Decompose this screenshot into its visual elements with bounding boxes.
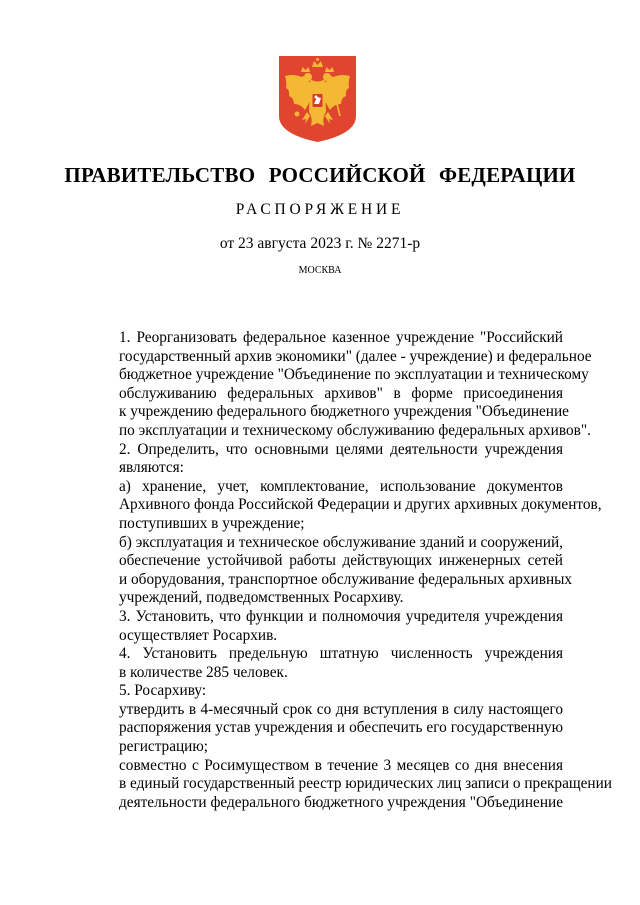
text-line: государственный архив экономики" (далее - учреждение) и федеральное <box>119 347 592 365</box>
text-line: 2. Определить, что основными целями деятельности учреждения <box>119 440 563 458</box>
text-line: а) хранение, учет, комплектование, использование документов <box>119 477 563 495</box>
text-line: учреждений, подведомственных Росархиву. <box>119 589 404 607</box>
document-type: РАСПОРЯЖЕНИЕ <box>235 201 405 218</box>
paragraph-2 <box>77 441 563 478</box>
text-line: регистрацию; <box>119 738 209 756</box>
text-line: 3. Установить, что функции и полномочия учредителя учреждения <box>119 607 563 625</box>
text-line: к учреждению федерального бюджетного учреждения "Объединение <box>119 403 569 421</box>
paragraph-5 <box>77 682 563 701</box>
text-line: по эксплуатации и техническому обслуживанию федеральных архивов". <box>119 421 591 439</box>
text-line: осуществляет Росархив. <box>119 626 278 644</box>
text-line: бюджетное учреждение "Объединение по эксплуатации и техническому <box>119 366 589 384</box>
russian-coat-of-arms-icon <box>277 54 358 144</box>
paragraph-5-item-1 <box>77 701 563 757</box>
text-line: б) эксплуатация и техническое обслуживание зданий и сооружений, <box>119 533 563 551</box>
text-line: и оборудования, транспортное обслуживание федеральных архивных <box>119 570 573 588</box>
paragraph-5-item-2 <box>77 756 612 813</box>
text-line: совместно с Росимуществом в течение 3 месяцев со дня внесения <box>119 756 563 774</box>
paragraph-2b <box>77 533 573 608</box>
text-line: 5. Росархиву: <box>119 682 207 700</box>
text-line: утвердить в 4-месячный срок со дня вступления в силу настоящего <box>119 700 563 718</box>
text-line: в количестве 285 человек. <box>119 663 288 681</box>
text-line: обслуживанию федеральных архивов" в форме присоединения <box>119 384 563 402</box>
text-line: 4. Установить предельную штатную численность учреждения <box>119 645 563 663</box>
text-line: распоряжения устав учреждения и обеспечить его государственную <box>119 719 563 737</box>
text-line: поступивших в учреждение; <box>119 514 305 532</box>
document-city: МОСКВА <box>298 265 342 276</box>
paragraph-2a <box>77 477 602 534</box>
document-body <box>77 329 612 812</box>
paragraph-1 <box>77 329 592 441</box>
text-line: в единый государственный реестр юридических лиц записи о прекращении <box>119 775 612 793</box>
text-line: 1. Реорганизовать федеральное казенное учреждение "Российский <box>119 329 563 346</box>
paragraph-4 <box>77 645 563 682</box>
government-title: ПРАВИТЕЛЬСТВО РОССИЙСКОЙ ФЕДЕРАЦИИ <box>64 163 576 187</box>
document-date-number: от 23 августа 2023 г. № 2271-р <box>219 235 421 252</box>
text-line: обеспечение устойчивой работы действующих инженерных сетей <box>119 552 563 570</box>
text-line: Архивного фонда Российской Федерации и других архивных документов, <box>119 496 602 514</box>
text-line: деятельности федерального бюджетного учреждения "Объединение <box>119 793 563 811</box>
text-line: являются: <box>119 459 184 477</box>
paragraph-3 <box>77 608 563 645</box>
